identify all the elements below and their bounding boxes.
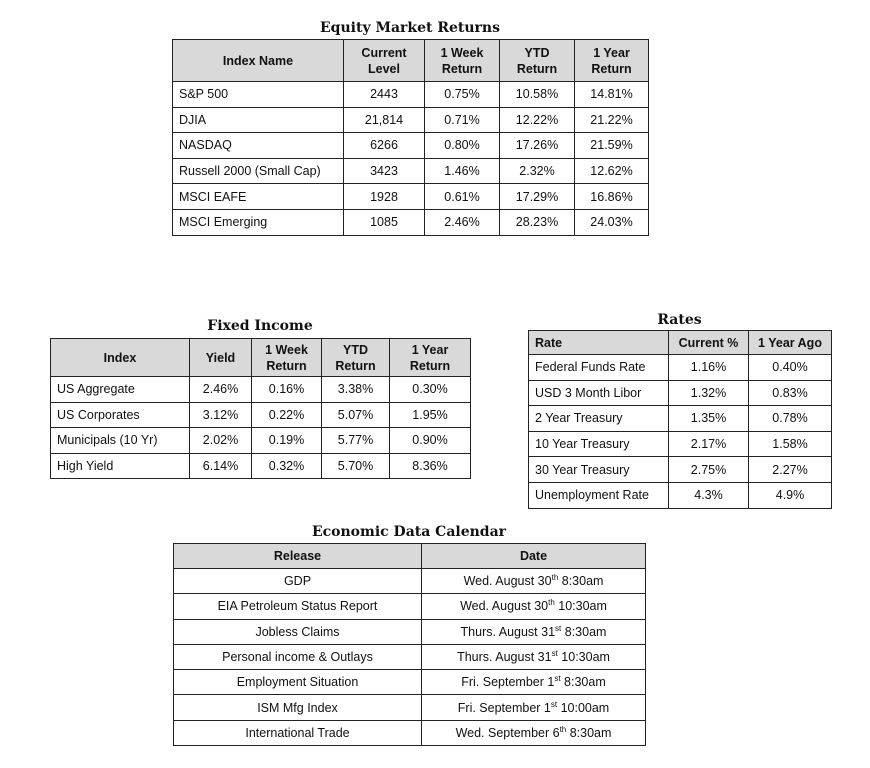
equity-row-label: NASDAQ bbox=[173, 133, 344, 159]
rates-row-value: 4.3% bbox=[669, 482, 749, 508]
equity-row-value: 3423 bbox=[344, 158, 425, 184]
calendar-row bbox=[174, 695, 646, 720]
fixed-income-row-label: US Aggregate bbox=[51, 377, 190, 403]
rates-header: 1 Year Ago bbox=[749, 331, 832, 355]
equity-row-label: MSCI Emerging bbox=[173, 209, 344, 235]
calendar-release: International Trade bbox=[174, 720, 422, 745]
fixed-income-row-value: 5.77% bbox=[322, 428, 390, 454]
fixed-income-header: YTD Return bbox=[322, 339, 390, 377]
equity-row-value: 2.46% bbox=[425, 209, 500, 235]
equity-row-value: 24.03% bbox=[575, 209, 649, 235]
rates-header: Rate bbox=[529, 331, 669, 355]
calendar-release: GDP bbox=[174, 569, 422, 594]
calendar-header: Release bbox=[174, 544, 422, 569]
fixed-income-row-value: 8.36% bbox=[390, 453, 471, 479]
fixed-income-row-label: High Yield bbox=[51, 453, 190, 479]
equity-header: 1 Week Return bbox=[425, 40, 500, 82]
equity-row-value: 21.22% bbox=[575, 107, 649, 133]
fixed-income-title: Fixed Income bbox=[207, 318, 313, 334]
equity-row-value: 0.71% bbox=[425, 107, 500, 133]
equity-row-label: Russell 2000 (Small Cap) bbox=[173, 158, 344, 184]
equity-row-value: 1928 bbox=[344, 184, 425, 210]
rates-header: Current % bbox=[669, 331, 749, 355]
fixed-income-header: 1 Year Return bbox=[390, 339, 471, 377]
equity-row-value: 12.62% bbox=[575, 158, 649, 184]
rates-row bbox=[529, 482, 832, 508]
fixed-income-row-value: 0.90% bbox=[390, 428, 471, 454]
equity-row-value: 21.59% bbox=[575, 133, 649, 159]
rates-header-row bbox=[529, 331, 832, 355]
calendar-row bbox=[174, 569, 646, 594]
equity-row-value: 6266 bbox=[344, 133, 425, 159]
calendar-table bbox=[173, 543, 646, 746]
fixed-income-row bbox=[51, 377, 471, 403]
equity-row bbox=[173, 158, 649, 184]
calendar-row bbox=[174, 670, 646, 695]
equity-row-value: 17.29% bbox=[500, 184, 575, 210]
fixed-income-row-value: 2.46% bbox=[190, 377, 252, 403]
equity-header-row bbox=[173, 40, 649, 82]
equity-row-value: 2.32% bbox=[500, 158, 575, 184]
equity-row-value: 16.86% bbox=[575, 184, 649, 210]
fixed-income-row-value: 2.02% bbox=[190, 428, 252, 454]
rates-row-value: 1.58% bbox=[749, 431, 832, 457]
calendar-title: Economic Data Calendar bbox=[311, 524, 507, 540]
fixed-income-header-row bbox=[51, 339, 471, 377]
equity-title: Equity Market Returns bbox=[320, 20, 500, 36]
equity-row-label: MSCI EAFE bbox=[173, 184, 344, 210]
rates-row-label: USD 3 Month Libor bbox=[529, 380, 669, 406]
rates-row-value: 2.75% bbox=[669, 457, 749, 483]
calendar-date: Thurs. August 31st 10:30am bbox=[422, 644, 646, 669]
equity-header: Current Level bbox=[344, 40, 425, 82]
rates-row bbox=[529, 431, 832, 457]
equity-row-value: 14.81% bbox=[575, 82, 649, 108]
fixed-income-row-label: US Corporates bbox=[51, 402, 190, 428]
fixed-income-row-value: 0.19% bbox=[252, 428, 322, 454]
calendar-row bbox=[174, 619, 646, 644]
equity-row bbox=[173, 82, 649, 108]
rates-row-value: 4.9% bbox=[749, 482, 832, 508]
equity-row-value: 2443 bbox=[344, 82, 425, 108]
fixed-income-table bbox=[50, 338, 471, 479]
calendar-date: Fri. September 1st 10:00am bbox=[422, 695, 646, 720]
equity-row bbox=[173, 209, 649, 235]
equity-row-value: 0.61% bbox=[425, 184, 500, 210]
fixed-income-row bbox=[51, 453, 471, 479]
equity-row-value: 1085 bbox=[344, 209, 425, 235]
calendar-release: EIA Petroleum Status Report bbox=[174, 594, 422, 619]
equity-row bbox=[173, 133, 649, 159]
rates-row-value: 1.35% bbox=[669, 406, 749, 432]
rates-row-label: 30 Year Treasury bbox=[529, 457, 669, 483]
fixed-income-row-value: 5.07% bbox=[322, 402, 390, 428]
rates-row-value: 0.83% bbox=[749, 380, 832, 406]
rates-row bbox=[529, 355, 832, 381]
rates-row-label: Unemployment Rate bbox=[529, 482, 669, 508]
fixed-income-row-value: 3.12% bbox=[190, 402, 252, 428]
calendar-release: Jobless Claims bbox=[174, 619, 422, 644]
fixed-income-row-value: 0.16% bbox=[252, 377, 322, 403]
rates-row bbox=[529, 457, 832, 483]
equity-row-value: 0.75% bbox=[425, 82, 500, 108]
fixed-income-row bbox=[51, 402, 471, 428]
equity-row bbox=[173, 107, 649, 133]
calendar-row bbox=[174, 720, 646, 745]
rates-row-value: 2.27% bbox=[749, 457, 832, 483]
fixed-income-row-value: 0.32% bbox=[252, 453, 322, 479]
equity-row bbox=[173, 184, 649, 210]
calendar-date: Wed. August 30th 8:30am bbox=[422, 569, 646, 594]
fixed-income-header: Yield bbox=[190, 339, 252, 377]
calendar-row bbox=[174, 594, 646, 619]
rates-row-value: 1.32% bbox=[669, 380, 749, 406]
equity-row-value: 21,814 bbox=[344, 107, 425, 133]
fixed-income-header: Index bbox=[51, 339, 190, 377]
calendar-date: Thurs. August 31st 8:30am bbox=[422, 619, 646, 644]
calendar-release: Personal income & Outlays bbox=[174, 644, 422, 669]
equity-row-value: 0.80% bbox=[425, 133, 500, 159]
rates-row-label: Federal Funds Rate bbox=[529, 355, 669, 381]
calendar-header-row bbox=[174, 544, 646, 569]
fixed-income-row-value: 6.14% bbox=[190, 453, 252, 479]
fixed-income-row-value: 0.22% bbox=[252, 402, 322, 428]
calendar-date: Wed. August 30th 10:30am bbox=[422, 594, 646, 619]
equity-row-value: 10.58% bbox=[500, 82, 575, 108]
calendar-row bbox=[174, 644, 646, 669]
rates-row bbox=[529, 380, 832, 406]
fixed-income-row-value: 5.70% bbox=[322, 453, 390, 479]
equity-row-value: 17.26% bbox=[500, 133, 575, 159]
calendar-header: Date bbox=[422, 544, 646, 569]
fixed-income-row-label: Municipals (10 Yr) bbox=[51, 428, 190, 454]
rates-row-value: 1.16% bbox=[669, 355, 749, 381]
calendar-date: Wed. September 6th 8:30am bbox=[422, 720, 646, 745]
calendar-release: ISM Mfg Index bbox=[174, 695, 422, 720]
rates-row-value: 0.78% bbox=[749, 406, 832, 432]
fixed-income-row-value: 1.95% bbox=[390, 402, 471, 428]
equity-row-value: 1.46% bbox=[425, 158, 500, 184]
equity-row-label: S&P 500 bbox=[173, 82, 344, 108]
equity-row-value: 12.22% bbox=[500, 107, 575, 133]
rates-row-label: 2 Year Treasury bbox=[529, 406, 669, 432]
equity-header: YTD Return bbox=[500, 40, 575, 82]
fixed-income-header: 1 Week Return bbox=[252, 339, 322, 377]
fixed-income-row bbox=[51, 428, 471, 454]
rates-row bbox=[529, 406, 832, 432]
equity-row-value: 28.23% bbox=[500, 209, 575, 235]
rates-row-label: 10 Year Treasury bbox=[529, 431, 669, 457]
rates-table bbox=[528, 330, 832, 509]
rates-row-value: 2.17% bbox=[669, 431, 749, 457]
equity-header: 1 Year Return bbox=[575, 40, 649, 82]
fixed-income-row-value: 0.30% bbox=[390, 377, 471, 403]
equity-row-label: DJIA bbox=[173, 107, 344, 133]
calendar-date: Fri. September 1st 8:30am bbox=[422, 670, 646, 695]
rates-title: Rates bbox=[657, 312, 702, 328]
equity-table bbox=[172, 39, 649, 236]
equity-header: Index Name bbox=[173, 40, 344, 82]
calendar-release: Employment Situation bbox=[174, 670, 422, 695]
rates-row-value: 0.40% bbox=[749, 355, 832, 381]
fixed-income-row-value: 3.38% bbox=[322, 377, 390, 403]
